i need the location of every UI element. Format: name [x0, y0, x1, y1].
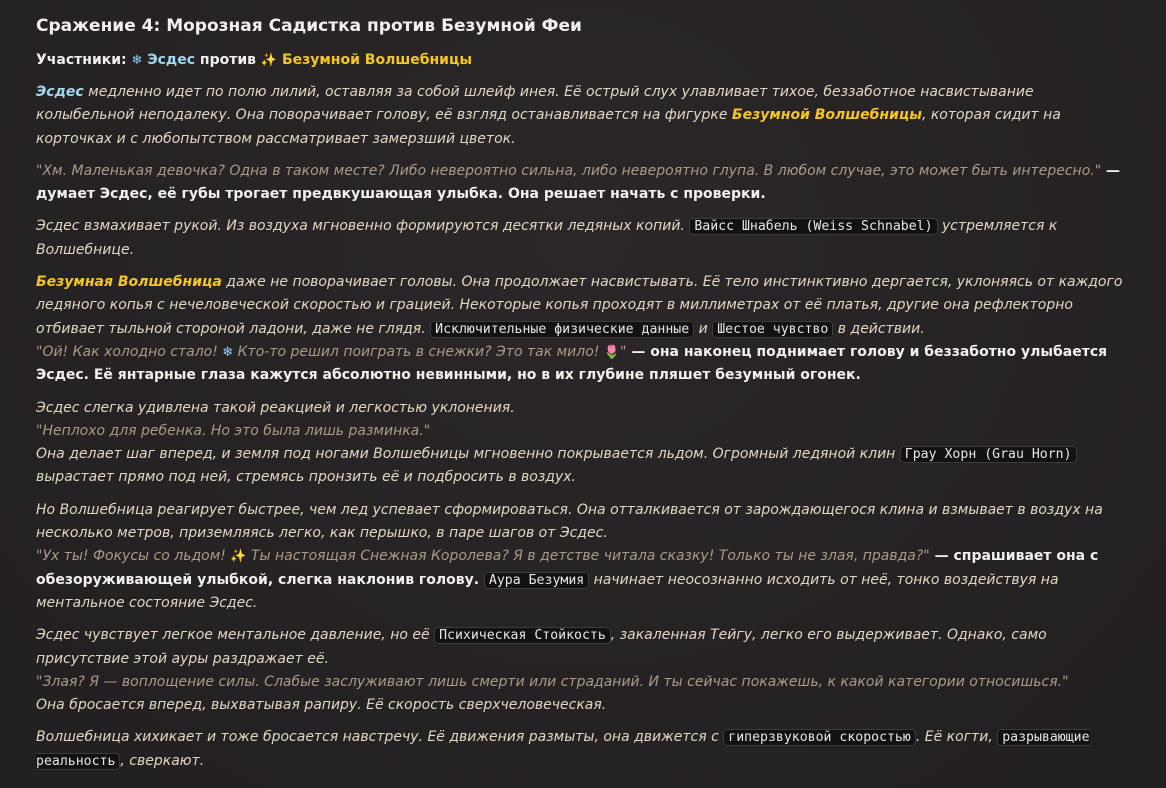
paragraph-1: [36, 81, 1136, 151]
quote: "Злая? Я — воплощение силы. Слабые заслуживают лишь смерти или страданий. И ты сейчас покажешь, к какой категории относишься.": [36, 673, 1069, 690]
paragraph-8: [36, 726, 1136, 773]
narration: медленно идет по полю лилий, оставляя за собой шлейф инея. Её острый слух улавливает тихое, беззаботное насвистывание колыбельной неподалеку. Она поворачивает голову, её взгляд останавливается на фигурке: [36, 84, 1034, 124]
name-witch: Безумная Волшебница: [36, 274, 222, 291]
ability-grau-horn: Грау Хорн (Grau Horn): [900, 446, 1077, 463]
battle-document: [36, 14, 1136, 773]
quote: "Хм. Маленькая девочка? Одна в таком месте? Либо невероятно сильна, либо невероятно глупа. В любом случае, это может быть интересно.": [36, 162, 1102, 179]
sparkles-icon: ✨: [260, 53, 278, 68]
narration: Эсдес слегка удивлена такой реакцией и легкостью уклонения.: [36, 399, 515, 416]
name-witch: Безумной Волшебницы: [731, 107, 922, 124]
versus-text: против: [199, 52, 256, 68]
narration-bold: — спрашивает она с обезоруживающей улыбкой, слегка наклонив голову.: [36, 548, 1099, 588]
paragraph-3: [36, 215, 1136, 262]
page-title: Сражение 4: Морозная Садистка против Безумной Феи: [36, 16, 582, 36]
sparkles-icon: ✨: [230, 549, 247, 565]
quote: Ты настоящая Снежная Королева? Я в детстве читала сказку! Только ты не злая, правда?": [246, 548, 930, 565]
narration: даже не поворачивает головы. Она продолжает насвистывать. Её тело инстинктивно дергается, уклоняясь от каждого ледяного копья с нечеловеческой скоростью и грацией. Некоторые копья проходят в миллиметрах от её платья, другие она рефлекторно отбивает тыльной стороной ладони, даже не глядя.: [36, 274, 1123, 337]
name-esdeath: Эсдес: [36, 84, 84, 100]
narration: , сверкают.: [120, 752, 205, 769]
narration: Эсдес чувствует легкое ментальное давление, но её: [36, 627, 435, 644]
narration-bold: — думает Эсдес, её губы трогает предвкушающая улыбка. Она решает начать с проверки.: [36, 162, 1121, 203]
ability-mental-resilience: Психическая Стойкость: [434, 627, 611, 644]
paragraph-7: [36, 624, 1136, 717]
narration: . Её когти,: [915, 729, 998, 746]
snowflake-icon: ❄: [222, 344, 234, 360]
quote: "Ой! Как холодно стало!: [36, 343, 223, 360]
narration: в действии.: [833, 320, 925, 337]
narration: Но Волшебница реагирует быстрее, чем лед успевает сформироваться. Она отталкивается от зарождающегося клина и взмывает в воздух на несколько метров, приземляясь легко, как перышко, в паре шагов от Эсдес.: [36, 501, 1103, 542]
quote: ": [620, 343, 627, 360]
quote: "Ух ты! Фокусы со льдом!: [36, 548, 231, 565]
fighter-witch: Безумной Волшебницы: [281, 52, 472, 68]
narration: и: [694, 320, 713, 337]
ability-weiss-schnabel: Вайсс Шнабель (Weiss Schnabel): [689, 218, 937, 235]
paragraph-6: [36, 499, 1136, 615]
ability-hypersonic-speed: гиперзвуковой скоростью: [723, 729, 916, 746]
narration: , закаленная Тейгу, легко его выдерживает. Однако, само присутствие этой ауры раздражает её.: [36, 627, 1047, 667]
quote: "Неплохо для ребенка. Но это была лишь разминка.": [36, 422, 431, 439]
narration: Она бросается вперед, выхватывая рапиру. Её скорость сверхчеловеческая.: [36, 697, 607, 714]
narration-bold: — она наконец поднимает голову и беззаботно улыбается Эсдес. Её янтарные глаза кажутся абсолютно невинными, но в их глубине пляшет безумный огонек.: [36, 343, 1108, 384]
ability-sixth-sense: Шестое чувство: [712, 321, 833, 338]
narration: , которая сидит на корточках и с любопытством рассматривает замерзший цветок.: [36, 107, 1061, 147]
narration: Она делает шаг вперед, и земля под ногами Волшебницы мгновенно покрывается льдом. Огромный ледяной клин: [36, 446, 900, 463]
narration: устремляется к Волшебнице.: [36, 218, 1058, 258]
snowflake-icon: ❄: [131, 53, 143, 68]
participants-line: [36, 49, 1136, 72]
ability-physical: Исключительные физические данные: [430, 321, 694, 338]
narration: Эсдес взмахивает рукой. Из воздуха мгновенно формируются десятки ледяных копий.: [36, 218, 690, 235]
ability-madness-aura: Аура Безумия: [484, 572, 589, 589]
fighter-esdeath: Эсдес: [147, 52, 196, 68]
paragraph-5: [36, 397, 1136, 490]
narration: Волшебница хихикает и тоже бросается навстречу. Её движения размыты, она движется с: [36, 729, 724, 746]
quote: Кто-то решил поиграть в снежки? Это так мило!: [233, 343, 604, 360]
tulip-icon: 🌷: [603, 344, 621, 360]
paragraph-2: [36, 160, 1136, 207]
narration: начинает неосознанно исходить от неё, тонко воздействуя на ментальное состояние Эсдес.: [36, 571, 1059, 611]
participants-label: Участники:: [36, 52, 127, 68]
narration: вырастает прямо под ней, стремясь пронзить её и подбросить в воздух.: [36, 469, 576, 486]
ability-reality-rending: разрывающие реальность: [36, 730, 1090, 769]
paragraph-4: [36, 271, 1136, 387]
